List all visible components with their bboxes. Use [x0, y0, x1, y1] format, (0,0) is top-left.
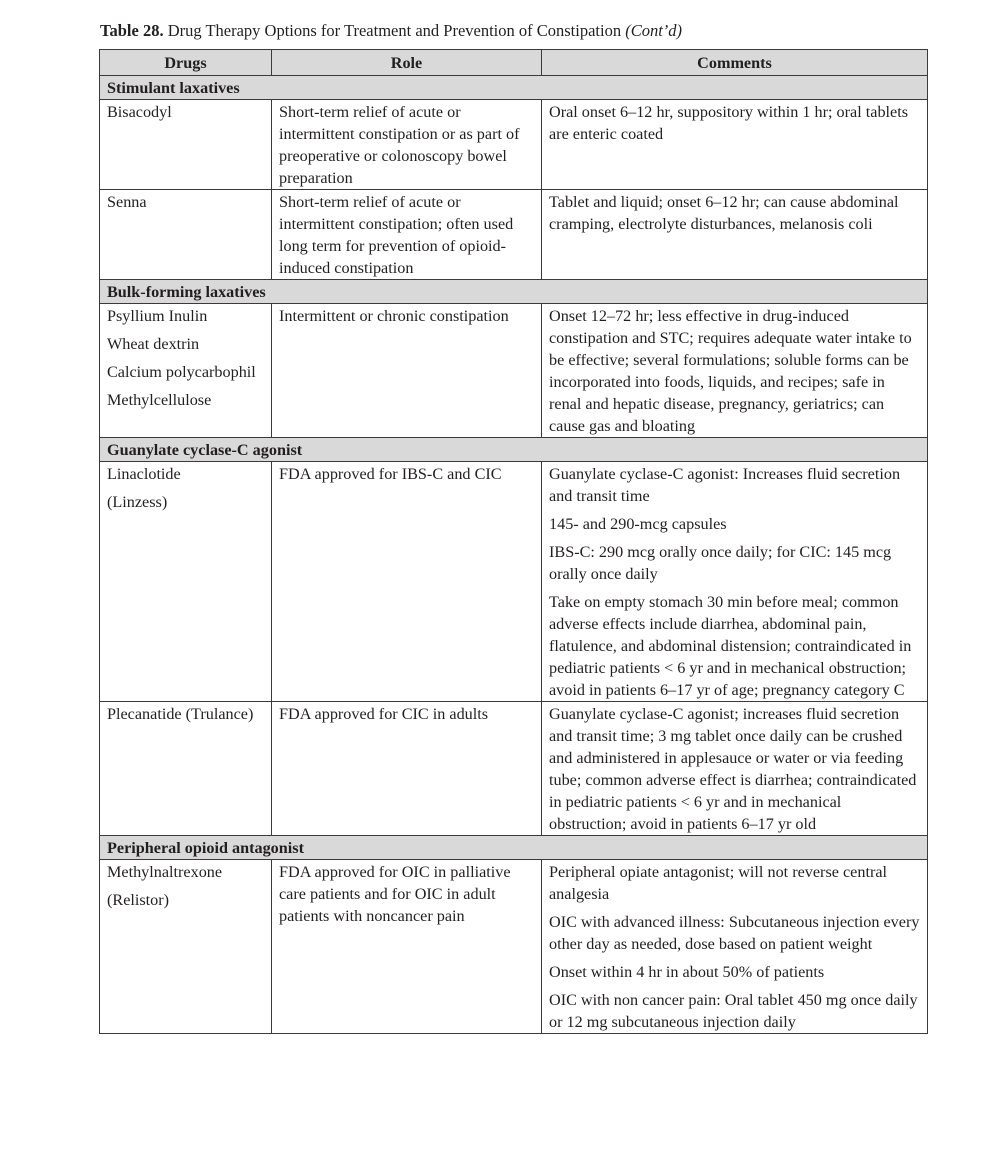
header-row	[100, 50, 928, 76]
section-title: Peripheral opioid antagonist	[100, 836, 928, 860]
drug-cell	[100, 860, 272, 1034]
table-row	[100, 304, 928, 438]
drug-name: Methylcellulose	[107, 391, 212, 409]
drug-name: Plecanatide (Trulance)	[107, 705, 254, 723]
table-title: Drug Therapy Options for Treatment and Prevention of Constipation	[163, 21, 626, 40]
comment-paragraph: Guanylate cyclase-C agonist: Increases fluid secretion and transit time	[549, 465, 901, 505]
drug-name: Senna	[107, 193, 147, 211]
drug-name: (Linzess)	[107, 493, 168, 511]
drug-name: Wheat dextrin	[107, 335, 200, 353]
table-caption	[100, 20, 682, 42]
table-continued-note: (Cont’d)	[625, 21, 683, 40]
comment-paragraph: IBS-C: 290 mcg orally once daily; for CIC: 145 mcg orally once daily	[549, 543, 892, 583]
comments-cell	[542, 702, 928, 836]
table-row	[100, 100, 928, 190]
role-cell: FDA approved for CIC in adults	[272, 702, 542, 836]
section-row	[100, 438, 928, 462]
comment-paragraph: OIC with non cancer pain: Oral tablet 450 mg once daily or 12 mg subcutaneous injection daily	[549, 991, 918, 1031]
role-cell: Intermittent or chronic constipation	[272, 304, 542, 438]
drug-therapy-table	[99, 49, 928, 1034]
table-row	[100, 702, 928, 836]
comment-paragraph: Peripheral opiate antagonist; will not reverse central analgesia	[549, 863, 888, 903]
table-row	[100, 190, 928, 280]
comments-cell	[542, 860, 928, 1034]
table-body	[100, 76, 928, 1034]
comment-paragraph: Onset 12–72 hr; less effective in drug-induced constipation and STC; requires adequate water intake to be effective; several formulations; soluble forms can be incorporated into foods, liquids, and recipes; safe in renal and hepatic disease, pregnancy, geriatrics; can cause gas and bloating	[549, 307, 912, 435]
role-cell: FDA approved for IBS-C and CIC	[272, 462, 542, 702]
comments-cell	[542, 190, 928, 280]
role-cell: Short-term relief of acute or intermittent constipation or as part of preoperative or colonoscopy bowel preparation	[272, 100, 542, 190]
section-row	[100, 76, 928, 100]
comment-paragraph: OIC with advanced illness: Subcutaneous injection every other day as needed, dose based on patient weight	[549, 913, 920, 953]
table-number: Table 28.	[100, 21, 164, 40]
role-cell: FDA approved for OIC in palliative care patients and for OIC in adult patients with noncancer pain	[272, 860, 542, 1034]
role-cell: Short-term relief of acute or intermittent constipation; often used long term for prevention of opioid-induced constipation	[272, 190, 542, 280]
section-title: Bulk-forming laxatives	[100, 280, 928, 304]
comment-paragraph: Guanylate cyclase-C agonist; increases fluid secretion and transit time; 3 mg tablet once daily can be crushed and administered in applesauce or water or via feeding tube; common adverse effect is diarrhea; contraindicated in pediatric patients < 6 yr and in mechanical obstruction; avoid in patients 6–17 yr old	[549, 705, 917, 833]
drug-name: Linaclotide	[107, 465, 181, 483]
comment-paragraph: Take on empty stomach 30 min before meal; common adverse effects include diarrhea, abdominal pain, flatulence, and abdominal distension; contraindicated in pediatric patients < 6 yr and in mechanical obstruction; avoid in patients 6–17 yr of age; pregnancy category C	[549, 593, 912, 699]
drug-cell	[100, 190, 272, 280]
table-row	[100, 462, 928, 702]
section-title: Guanylate cyclase-C agonist	[100, 438, 928, 462]
comment-paragraph: Onset within 4 hr in about 50% of patients	[549, 963, 825, 981]
comment-paragraph: Tablet and liquid; onset 6–12 hr; can cause abdominal cramping, electrolyte disturbances, melanosis coli	[549, 193, 899, 233]
comment-paragraph: Oral onset 6–12 hr, suppository within 1 hr; oral tablets are enteric coated	[549, 103, 909, 143]
section-row	[100, 280, 928, 304]
drug-cell	[100, 304, 272, 438]
drug-cell	[100, 100, 272, 190]
drug-cell	[100, 702, 272, 836]
comments-cell	[542, 462, 928, 702]
section-row	[100, 836, 928, 860]
drug-name: Psyllium Inulin	[107, 307, 208, 325]
comments-cell	[542, 100, 928, 190]
header-comments: Comments	[542, 50, 928, 76]
header-role: Role	[272, 50, 542, 76]
drug-name: Methylnaltrexone	[107, 863, 223, 881]
drug-name: (Relistor)	[107, 891, 170, 909]
drug-name: Bisacodyl	[107, 103, 172, 121]
header-drugs: Drugs	[100, 50, 272, 76]
drug-cell	[100, 462, 272, 702]
drug-name: Calcium polycarbophil	[107, 363, 256, 381]
section-title: Stimulant laxatives	[100, 76, 928, 100]
comment-paragraph: 145- and 290-mcg capsules	[549, 515, 727, 533]
comments-cell	[542, 304, 928, 438]
table-row	[100, 860, 928, 1034]
